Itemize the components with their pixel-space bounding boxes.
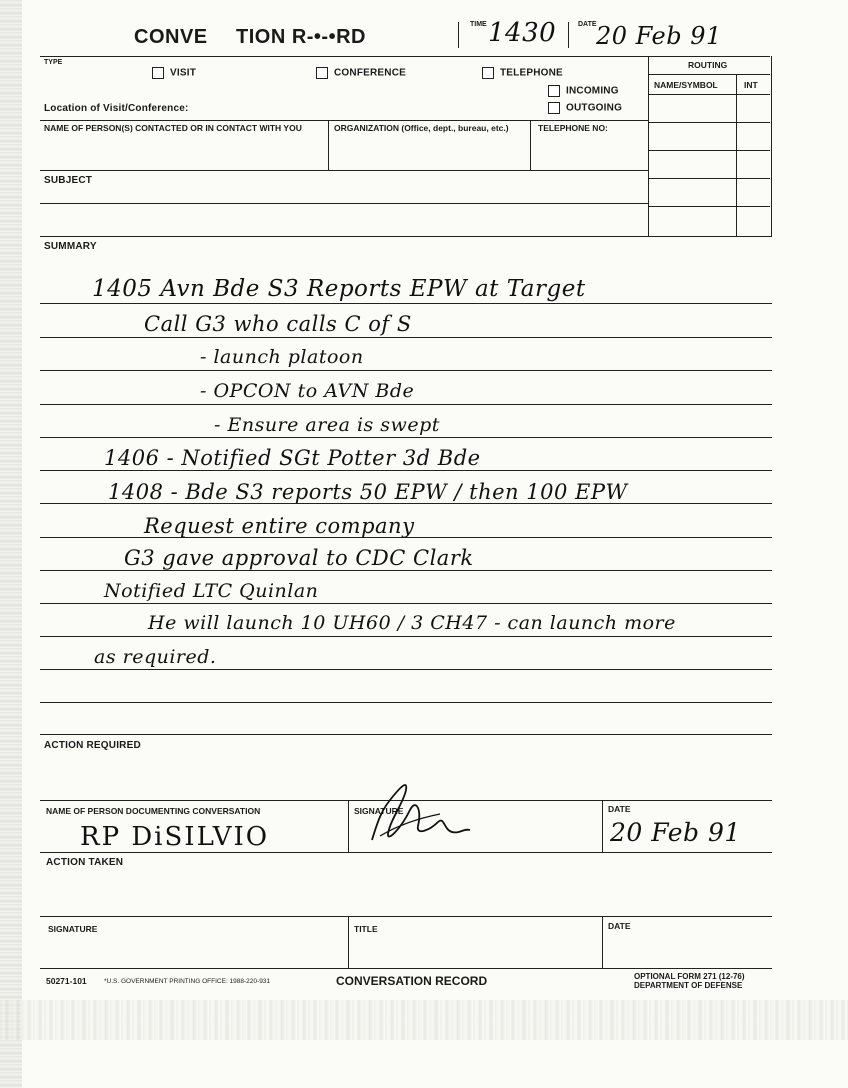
type-label: TYPE [44, 59, 63, 66]
bottom-signature-label: SIGNATURE [48, 924, 98, 934]
summary-line-2: Call G3 who calls C of S [144, 312, 412, 336]
form-title-right: TION R‐•‐•RD [236, 26, 366, 48]
summary-label: SUMMARY [44, 241, 97, 252]
summary-line-10: Notified LTC Quinlan [104, 580, 319, 602]
footer-stock-number: 50271-101 [46, 976, 87, 986]
action-taken-top-rule [40, 852, 772, 853]
visit-checkbox[interactable] [152, 67, 164, 79]
doc-col-divider-1 [348, 800, 349, 852]
summary-rule-10 [40, 603, 772, 604]
documenting-date-label: DATE [608, 804, 631, 814]
visit-option[interactable]: VISIT [152, 67, 196, 79]
telephone-option[interactable]: TELEPHONE [482, 67, 563, 79]
handwritten-signature [360, 770, 480, 852]
organization-label: ORGANIZATION (Office, dept., bureau, etc.) [334, 123, 509, 133]
routing-col-int: INT [744, 80, 758, 90]
form-title-left: CONVE [134, 26, 208, 48]
footer-form-title: CONVERSATION RECORD [336, 974, 488, 988]
summary-rule-2 [40, 337, 772, 338]
summary-rule-3 [40, 370, 772, 371]
documenting-date-value: 20 Feb 91 [610, 818, 741, 847]
summary-line-3: - launch platoon [200, 346, 364, 368]
action-taken-label: ACTION TAKEN [46, 857, 124, 868]
summary-line-8: Request entire company [144, 514, 415, 538]
conference-option[interactable]: CONFERENCE [316, 67, 406, 79]
summary-rule-11 [40, 636, 772, 637]
summary-rule-9 [40, 570, 772, 571]
routing-row-2 [648, 122, 770, 123]
bottom-col-divider-1 [348, 916, 349, 968]
summary-line-1: 1405 Avn Bde S3 Reports EPW at Target [92, 276, 586, 302]
summary-line-5: - Ensure area is swept [214, 414, 440, 436]
action-required-label: ACTION REQUIRED [44, 740, 141, 751]
subject-top-rule [40, 170, 648, 171]
subject-line-1 [40, 203, 648, 204]
routing-col-name: NAME/SYMBOL [654, 80, 718, 90]
routing-col-divider [736, 74, 737, 236]
outgoing-option[interactable]: OUTGOING [548, 102, 622, 114]
routing-row-4 [648, 178, 770, 179]
summary-line-4: - OPCON to AVN Bde [200, 380, 415, 402]
bottom-row-bottom-rule [40, 968, 772, 969]
outgoing-checkbox[interactable] [548, 102, 560, 114]
bottom-col-divider-2 [602, 916, 603, 968]
telephone-checkbox[interactable] [482, 67, 494, 79]
summary-line-11: He will launch 10 UH60 / 3 CH47 - can launch more [148, 612, 676, 634]
documenting-name-label: NAME OF PERSON DOCUMENTING CONVERSATION [46, 806, 261, 816]
summary-rule-5 [40, 437, 772, 438]
summary-line-12: as required. [94, 646, 217, 668]
date-label-header: DATE [578, 21, 597, 28]
summary-line-7: 1408 - Bde S3 reports 50 EPW / then 100 EPW [108, 480, 628, 504]
subject-label: SUBJECT [44, 175, 93, 186]
summary-line-6: 1406 - Notified SGt Potter 3d Bde [104, 446, 481, 470]
time-value: 1430 [488, 18, 557, 48]
routing-row-1 [648, 94, 770, 95]
summary-bottom-rule [40, 734, 772, 735]
footer-gpo: *U.S. GOVERNMENT PRINTING OFFICE: 1988-220-931 [104, 978, 271, 985]
summary-rule-4 [40, 404, 772, 405]
routing-row-5 [648, 206, 770, 207]
footer-optional-form: OPTIONAL FORM 271 (12-76) [634, 972, 745, 981]
footer-department: DEPARTMENT OF DEFENSE [634, 981, 743, 990]
scan-bottom-noise [0, 1000, 848, 1040]
date-divider [568, 22, 569, 48]
contact-row-top-rule [40, 120, 648, 121]
documenting-name-value: RP DiSILVIO [80, 822, 270, 852]
summary-rule-1 [40, 303, 772, 304]
incoming-option[interactable]: INCOMING [548, 85, 619, 97]
contact-col-divider-1 [328, 120, 329, 170]
summary-top-rule [40, 236, 650, 237]
routing-title-rule [648, 74, 770, 75]
summary-rule-13 [40, 702, 772, 703]
time-divider [458, 22, 459, 48]
summary-rule-6 [40, 470, 772, 471]
summary-rule-12 [40, 669, 772, 670]
routing-row-3 [648, 150, 770, 151]
summary-line-9: G3 gave approval to CDC Clark [124, 546, 474, 570]
time-label: TIME [470, 21, 487, 28]
scan-edge-noise [0, 0, 22, 1088]
doc-col-divider-2 [602, 800, 603, 852]
documenting-signature-label: SIGNATURE [354, 806, 404, 816]
telephone-no-label: TELEPHONE NO: [538, 123, 608, 133]
bottom-row-top-rule [40, 916, 772, 917]
conference-checkbox[interactable] [316, 67, 328, 79]
contact-col-divider-2 [530, 120, 531, 170]
bottom-date-label: DATE [608, 921, 631, 931]
incoming-checkbox[interactable] [548, 85, 560, 97]
routing-title: ROUTING [688, 60, 728, 70]
contact-name-label: NAME OF PERSON(S) CONTACTED OR IN CONTACT WITH YOU [44, 123, 302, 133]
bottom-title-label: TITLE [354, 924, 378, 934]
location-label: Location of Visit/Conference: [44, 103, 189, 114]
date-value-header: 20 Feb 91 [596, 22, 722, 50]
